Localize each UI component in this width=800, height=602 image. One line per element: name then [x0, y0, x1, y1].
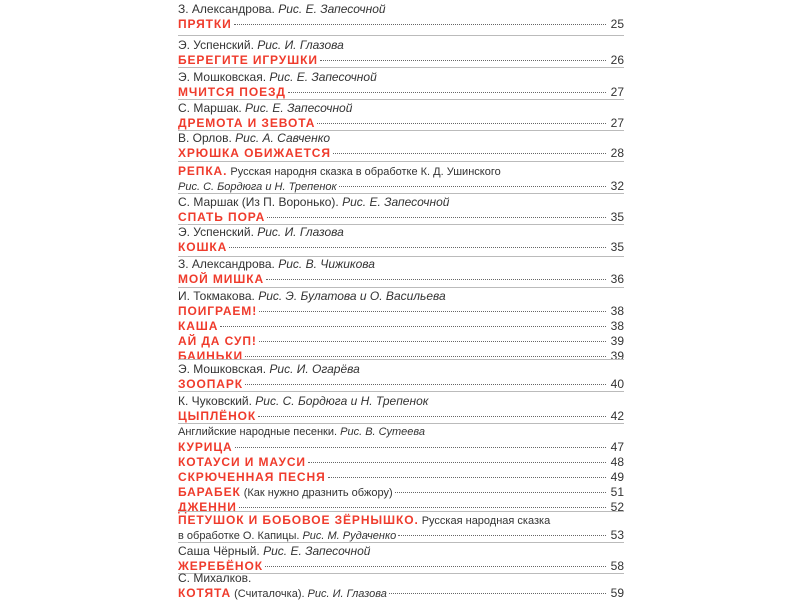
author-line: З. Александрова. Рис. В. Чижикова [178, 257, 375, 271]
page-number: 27 [610, 116, 624, 130]
author-line: Э. Успенский. Рис. И. Глазова [178, 225, 344, 239]
story-note: (Считалочка). [234, 588, 305, 600]
page-number: 53 [610, 528, 624, 542]
author-line: Э. Мошковская. Рис. Е. Запесочной [178, 70, 377, 84]
story-title[interactable]: КУРИЦА [178, 440, 233, 454]
page-number: 28 [610, 146, 624, 160]
toc-entry [178, 362, 624, 392]
toc-line[interactable] [178, 17, 624, 32]
toc-line[interactable] [178, 485, 624, 500]
toc-entry [178, 70, 624, 100]
table-of-contents [178, 0, 624, 600]
toc-entry [178, 101, 624, 131]
story-title[interactable]: ПЕТУШОК И БОБОВОЕ ЗЁРНЫШКО. [178, 513, 419, 527]
dot-leader [389, 593, 606, 594]
page-number: 39 [610, 334, 624, 348]
divider [178, 99, 624, 100]
author-line: Э. Мошковская. Рис. И. Огарёва [178, 362, 360, 376]
divider [178, 359, 624, 360]
author-line: Английские народные песенки. Рис. В. Сутеева [178, 426, 425, 438]
toc-line [178, 179, 624, 194]
story-title[interactable]: МОЙ МИШКА [178, 272, 265, 286]
story-title[interactable]: КОШКА [178, 240, 228, 254]
story-title[interactable]: БЕРЕГИТЕ ИГРУШКИ [178, 53, 318, 67]
toc-entry [178, 257, 624, 287]
toc-entry [178, 2, 624, 32]
toc-entry [178, 38, 624, 68]
story-title[interactable]: БАРАБЕК [178, 485, 241, 499]
page-number: 42 [610, 409, 624, 423]
divider [178, 67, 624, 68]
story-title[interactable]: РЕПКА. [178, 164, 228, 178]
divider [178, 423, 624, 424]
divider [178, 193, 624, 194]
divider [178, 542, 624, 543]
toc-entry [178, 544, 624, 574]
illustrator-credit: Рис. И. Глазова [307, 588, 387, 600]
story-title[interactable]: АЙ ДА СУП! [178, 334, 257, 348]
toc-line[interactable] [178, 440, 624, 455]
story-title[interactable]: КАША [178, 319, 219, 333]
page-number: 27 [610, 85, 624, 99]
toc-entry [178, 425, 624, 515]
dot-leader [229, 247, 606, 248]
toc-line[interactable] [178, 240, 624, 255]
toc-line[interactable] [178, 116, 624, 131]
author-line: Э. Успенский. Рис. И. Глазова [178, 38, 344, 52]
page-number: 32 [610, 179, 624, 193]
author-line: И. Токмакова. Рис. Э. Булатова и О. Васильева [178, 289, 446, 303]
story-title[interactable]: МЧИТСЯ ПОЕЗД [178, 85, 286, 99]
toc-line[interactable] [178, 85, 624, 100]
illustrator-credit: Рис. С. Бордюга и Н. Трепенок [178, 181, 337, 193]
page-number: 35 [610, 210, 624, 224]
divider [178, 511, 624, 512]
dot-leader [239, 507, 606, 508]
story-title[interactable]: ПРЯТКИ [178, 17, 232, 31]
page-number: 25 [610, 17, 624, 31]
toc-entry [178, 394, 624, 424]
page-number: 47 [610, 440, 624, 454]
dot-leader [266, 279, 606, 280]
toc-entry [178, 225, 624, 255]
author-line: С. Михалков. [178, 571, 252, 585]
page-number: 36 [610, 272, 624, 286]
dot-leader [317, 123, 606, 124]
toc-line[interactable] [178, 164, 624, 179]
dot-leader [265, 566, 606, 567]
page-number: 59 [610, 586, 624, 600]
toc-line[interactable] [178, 470, 624, 485]
author-line: В. Орлов. Рис. А. Савченко [178, 131, 331, 145]
dot-leader [320, 60, 606, 61]
dot-leader [259, 311, 606, 312]
dot-leader [288, 92, 606, 93]
toc-entry [178, 513, 624, 543]
page-number: 39 [610, 349, 624, 363]
toc-line[interactable] [178, 272, 624, 287]
story-title[interactable]: ПОИГРАЕМ! [178, 304, 258, 318]
divider [178, 287, 624, 288]
toc-line[interactable] [178, 334, 624, 349]
page-number: 48 [610, 455, 624, 469]
toc-line[interactable] [178, 53, 624, 68]
toc-line[interactable] [178, 377, 624, 392]
page-number: 40 [610, 377, 624, 391]
toc-line[interactable] [178, 146, 624, 161]
story-title[interactable]: ЗООПАРК [178, 377, 243, 391]
toc-line[interactable] [178, 304, 624, 319]
dot-leader [220, 326, 606, 327]
dot-leader [333, 153, 606, 154]
story-title[interactable]: ХРЮШКА ОБИЖАЕТСЯ [178, 146, 331, 160]
toc-line[interactable] [178, 455, 624, 470]
story-note: в обработке О. Капицы. [178, 530, 300, 542]
page-number: 52 [610, 500, 624, 514]
dot-leader [245, 356, 606, 357]
toc-line[interactable] [178, 409, 624, 424]
story-title[interactable]: ДРЕМОТА И ЗЕВОТА [178, 116, 316, 130]
page-number: 38 [610, 304, 624, 318]
page-number: 26 [610, 53, 624, 67]
divider [178, 161, 624, 162]
page-number: 38 [610, 319, 624, 333]
toc-entry [178, 571, 624, 601]
dot-leader [235, 447, 606, 448]
story-title[interactable]: ЖЕРЕБЁНОК [178, 559, 263, 573]
dot-leader [398, 535, 606, 536]
toc-line[interactable] [178, 319, 624, 334]
story-note: Русская народная сказка [421, 515, 551, 527]
toc-line [178, 528, 624, 543]
toc-line[interactable] [178, 513, 624, 528]
page-number: 58 [610, 559, 624, 573]
toc-entry [178, 195, 624, 225]
page-number: 51 [610, 485, 624, 499]
story-title[interactable]: БАИНЬКИ [178, 349, 243, 363]
author-line: С. Маршак. Рис. Е. Запесочной [178, 101, 353, 115]
page-number: 49 [610, 470, 624, 484]
dot-leader [395, 492, 606, 493]
story-title[interactable]: ЦЫПЛЁНОК [178, 409, 257, 423]
story-title[interactable]: КОТАУСИ И МАУСИ [178, 455, 306, 469]
toc-line[interactable] [178, 586, 624, 601]
story-title[interactable]: СКРЮЧЕННАЯ ПЕСНЯ [178, 470, 326, 484]
dot-leader [339, 186, 606, 187]
author-line: Саша Чёрный. Рис. Е. Запесочной [178, 544, 371, 558]
story-note: (Как нужно дразнить обжору) [243, 487, 393, 499]
page-number: 35 [610, 240, 624, 254]
story-note: Русская народня сказка в обработке К. Д. Ушинского [230, 166, 501, 178]
dot-leader [267, 217, 606, 218]
dot-leader [259, 341, 606, 342]
illustrator-credit: Рис. М. Рудаченко [302, 530, 397, 542]
dot-leader [328, 477, 606, 478]
dot-leader [245, 384, 606, 385]
author-line: З. Александрова. Рис. Е. Запесочной [178, 2, 386, 16]
dot-leader [308, 462, 606, 463]
dot-leader [234, 24, 606, 25]
toc-entry [178, 164, 624, 194]
dot-leader [258, 416, 606, 417]
story-title[interactable]: СПАТЬ ПОРА [178, 210, 266, 224]
divider [178, 391, 624, 392]
author-line: К. Чуковский. Рис. С. Бордюга и Н. Трепенок [178, 394, 429, 408]
story-title[interactable]: КОТЯТА [178, 586, 232, 600]
story-title[interactable]: ДЖЕННИ [178, 500, 237, 514]
toc-line[interactable] [178, 210, 624, 225]
toc-entry [178, 289, 624, 364]
divider [178, 35, 624, 36]
author-line: С. Маршак (Из П. Воронько). Рис. Е. Запесочной [178, 195, 450, 209]
toc-entry [178, 131, 624, 161]
